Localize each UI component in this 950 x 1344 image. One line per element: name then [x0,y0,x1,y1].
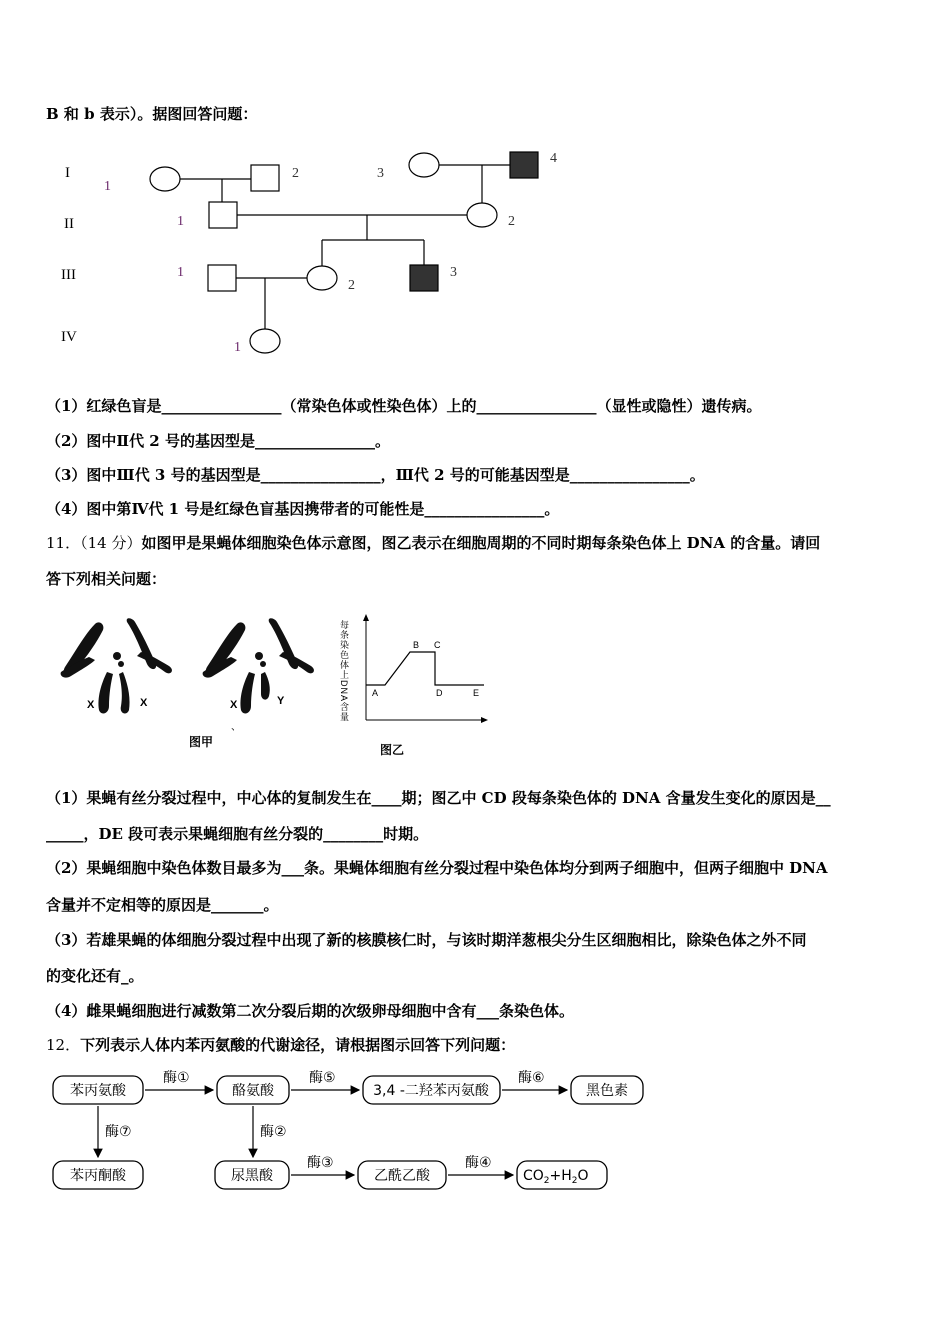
III3-label: 3 [450,265,457,280]
II1-label: 1 [177,214,184,229]
jia-dot: 、 [231,722,241,733]
gen-label-II: II [64,216,74,232]
q11-sub1-line1: （1）果蝇有丝分裂过程中，中心体的复制发生在____期；图乙中 CD 段每条染色体的 DNA 含量发生变化的原因是__ [46,789,831,807]
q12-stem: 下列表示人体内苯丙氨酸的代谢途径，请根据图示回答下列问题： [80,1036,516,1054]
q10-sub1: （1）红绿色盲是________________（常染色体或性染色体）上的________________（显性或隐性）遗传病。 [46,397,762,415]
q11-sub4: （4）雌果蝇细胞进行减数第二次分裂后期的次级卵母细胞中含有___条染色体。 [46,1002,574,1020]
label-melanin: 黑色素 [586,1083,628,1099]
enzyme-2: 酶② [260,1124,287,1140]
II1-male [209,202,237,228]
enzyme-3: 酶③ [307,1155,334,1171]
gen-label-IV: IV [61,329,77,345]
label-acetoacetic-acid: 乙酰乙酸 [374,1168,430,1184]
yi-point-E: E [473,688,480,698]
jia-right-label-1: X [230,699,238,711]
q11-stem-1: 如图甲是果蝇体细胞染色体示意图，图乙表示在细胞周期的不同时期每条染色体上 DNA 的含量。请回 [141,534,821,552]
q12-number: 12． [46,1036,81,1054]
IV1-female [250,329,280,353]
III3-affected-male [410,265,438,291]
enzyme-4: 酶④ [465,1155,492,1171]
yi-ylabel: 每条染色体上DNA含量 [339,620,349,723]
gen-label-III: III [61,267,76,283]
q11-sub2-line1: （2）果蝇细胞中染色体数目最多为___条。果蝇体细胞有丝分裂过程中染色体均分到两子细胞中，但两子细胞中 DNA [46,859,828,877]
pedigree-chart [0,140,620,365]
label-homogentisic-acid: 尿黑酸 [231,1168,273,1184]
label-phenylalanine: 苯丙氨酸 [70,1083,126,1099]
enzyme-5: 酶⑤ [309,1070,336,1086]
q12-stem-line [46,1034,515,1055]
q11-sub3-line2: 的变化还有_。 [46,967,144,985]
q10-sub4: （4）图中第Ⅳ代 1 号是红绿色盲基因携带者的可能性是________________。 [46,500,560,518]
q11-sub3-line1: （3）若雄果蝇的体细胞分裂过程中出现了新的核膜核仁时，与该时期洋葱根尖分生区细胞相比，除染色体之外不同 [46,931,807,949]
q11-stem-line1 [46,532,820,553]
chromosome-set-female [61,618,172,713]
jia-right-label-2: Y [277,695,285,707]
label-co2-h2o: $CO_2+H_2O$ [523,1168,589,1186]
I3-label: 3 [377,166,384,181]
enzyme-6: 酶⑥ [518,1070,545,1086]
I1-female [150,167,180,191]
yi-curve [366,652,484,685]
metabolic-pathway [45,1062,655,1197]
q11-stem-2: 答下列相关问题： [46,570,167,588]
III2-female [307,266,337,290]
jia-left-label-1: X [87,699,95,711]
q11-sub2-line2: 含量并不定相等的原因是_______。 [46,896,279,914]
II2-female [467,203,497,227]
jia-left-label-2: X [140,697,148,709]
I2-male [251,165,279,191]
I1-label: 1 [104,179,111,194]
label-phenylpyruvic-acid: 苯丙酮酸 [70,1168,126,1184]
q10-sub3: （3）图中Ⅲ代 3 号的基因型是________________，Ⅲ代 2 号的可能基因型是________________。 [46,466,705,484]
q11-number: 11．（14 分） [46,534,142,552]
jia-caption: 图甲 [189,735,214,749]
III2-label: 2 [348,278,355,293]
q11-sub1-line2: _____，DE 段可表示果蝇细胞有丝分裂的________时期。 [46,825,429,843]
yi-point-C: C [434,640,441,650]
I3-female [409,153,439,177]
q10-sub2: （2）图中Ⅱ代 2 号的基因型是________________。 [46,432,390,450]
yi-point-B: B [413,640,420,650]
I2-label: 2 [292,166,299,181]
label-tyrosine: 酪氨酸 [232,1083,274,1099]
figure-yi [338,612,498,762]
I4-label: 4 [550,151,557,166]
yi-point-D: D [436,688,443,698]
enzyme-7: 酶⑦ [105,1124,132,1140]
IV1-label: 1 [234,340,241,355]
III1-male [208,265,236,291]
I4-affected-male [510,152,538,178]
intro-text: B 和 b 表示）。据图回答问题： [46,105,258,123]
yi-point-A: A [372,688,379,698]
figure-jia [55,612,345,757]
label-dopa: 3,4 -二羟苯丙氨酸 [373,1083,489,1099]
gen-label-I: I [65,165,70,181]
yi-caption: 图乙 [380,743,405,757]
II2-label: 2 [508,214,515,229]
III1-label: 1 [177,265,184,280]
chromosome-set-male [203,618,314,713]
enzyme-1: 酶① [163,1070,190,1086]
